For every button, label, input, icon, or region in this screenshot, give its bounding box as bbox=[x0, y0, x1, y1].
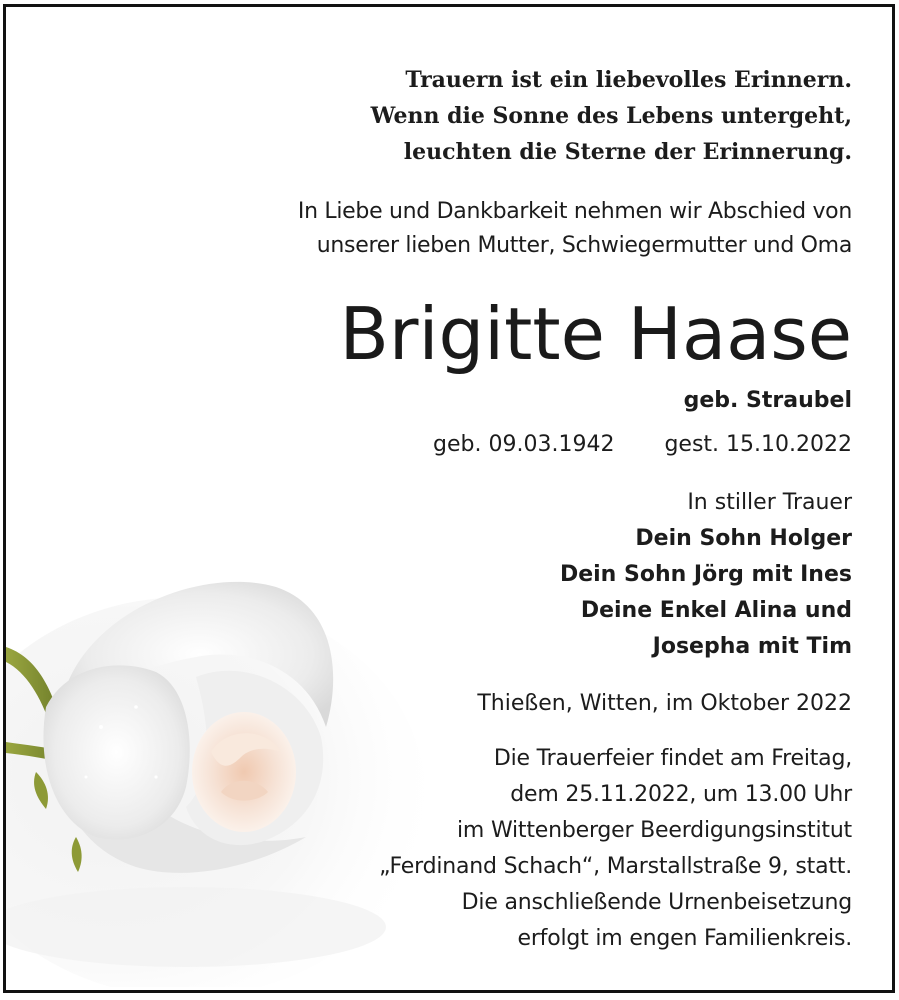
memorial-quote bbox=[106, 62, 852, 170]
birth-date: geb. 09.03.1942 bbox=[433, 432, 615, 457]
deceased-name: Brigitte Haase bbox=[339, 292, 852, 376]
intro-line: unserer lieben Mutter, Schwiegermutter und Oma bbox=[316, 233, 852, 258]
ceremony-info bbox=[106, 741, 852, 957]
mourners-block bbox=[106, 485, 852, 665]
ceremony-line: Die anschließende Urnenbeisetzung bbox=[461, 890, 852, 915]
death-date: gest. 15.10.2022 bbox=[664, 432, 852, 457]
mourner-name: Dein Sohn Holger bbox=[635, 526, 852, 551]
mourner-name: Dein Sohn Jörg mit Ines bbox=[559, 562, 852, 587]
ceremony-line: im Wittenberger Beerdigungsinstitut bbox=[457, 818, 852, 843]
quote-line: Wenn die Sonne des Lebens untergeht, bbox=[370, 103, 852, 129]
life-dates bbox=[106, 427, 852, 463]
farewell-intro bbox=[106, 195, 852, 263]
place-and-date: Thießen, Witten, im Oktober 2022 bbox=[477, 691, 852, 716]
mourner-name: Deine Enkel Alina und bbox=[580, 598, 852, 623]
quote-line: Trauern ist ein liebevolles Erinnern. bbox=[405, 67, 852, 93]
mourner-name: Josepha mit Tim bbox=[652, 634, 852, 659]
obituary-frame bbox=[3, 4, 895, 993]
ceremony-line: dem 25.11.2022, um 13.00 Uhr bbox=[510, 782, 852, 807]
quote-line: leuchten die Sterne der Erinnerung. bbox=[403, 139, 852, 165]
birth-name: geb. Straubel bbox=[683, 388, 852, 413]
ceremony-line: „Ferdinand Schach“, Marstallstraße 9, statt. bbox=[379, 854, 852, 879]
mourners-heading: In stiller Trauer bbox=[687, 490, 852, 515]
ceremony-line: erfolgt im engen Familienkreis. bbox=[517, 926, 852, 951]
ceremony-line: Die Trauerfeier findet am Freitag, bbox=[493, 746, 852, 771]
intro-line: In Liebe und Dankbarkeit nehmen wir Abschied von bbox=[297, 199, 852, 224]
